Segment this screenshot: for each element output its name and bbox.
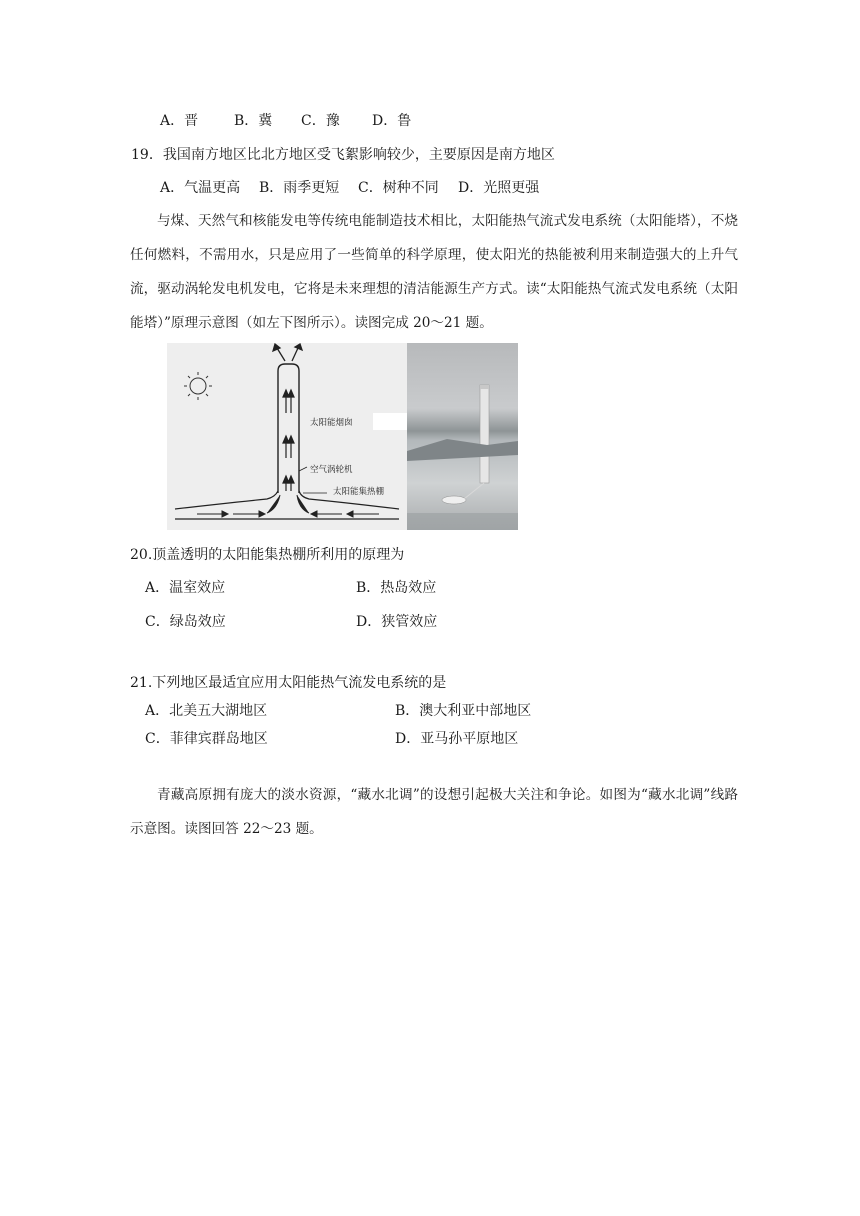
- chimney-drawing: [278, 364, 299, 493]
- q21-option-c: C．菲律宾群岛地区: [145, 731, 268, 747]
- q19-option-d: D．光照更强: [458, 180, 540, 196]
- solar-tower-photo: [407, 343, 518, 530]
- q21-option-b: B．澳大利亚中部地区: [395, 703, 532, 719]
- label-solar-collector: 太阳能集热棚: [333, 487, 385, 497]
- sun-icon: [184, 372, 212, 400]
- q20-stem: 20.顶盖透明的太阳能集热棚所利用的原理为: [130, 547, 405, 563]
- q20-option-c: C．绿岛效应: [145, 614, 226, 630]
- q19-stem: 19．我国南方地区比北方地区受飞絮影响较少，主要原因是南方地区: [131, 147, 555, 163]
- q18-option-a: A．晋: [160, 113, 199, 129]
- q20-option-a: A．温室效应: [145, 580, 226, 596]
- solar-tower-diagram: [167, 343, 407, 530]
- q19-option-b: B．雨季更短: [259, 180, 340, 196]
- label-air-turbine: 空气涡轮机: [310, 465, 353, 475]
- q20-option-b: B．热岛效应: [356, 580, 437, 596]
- q21-option-d: D．亚马孙平原地区: [395, 731, 519, 747]
- q19-option-a: A．气温更高: [160, 180, 241, 196]
- q18-option-c: C．豫: [301, 113, 340, 129]
- label-solar-chimney: 太阳能烟囱: [310, 418, 353, 428]
- q18-option-b: B．冀: [234, 113, 273, 129]
- solar-tower-photo-drawing: [407, 343, 518, 530]
- q21-option-a: A．北美五大湖地区: [145, 703, 268, 719]
- solar-tower-figure: [167, 343, 518, 530]
- q20-option-d: D．狭管效应: [356, 614, 438, 630]
- passage-solar-tower: 与煤、天然气和核能发电等传统电能制造技术相比，太阳能热气流式发电系统（太阳能塔），不烧任何燃料，不需用水，只是应用了一些简单的科学原理，使太阳光的热能被利用来制造强大的上升气流，驱动涡轮发电机发电，它将是未来理想的清洁能源生产方式。读“太阳能热气流式发电系统（太阳能塔）”原理示意图（如左下图所示）。读图完成 20～21 题。: [130, 213, 738, 331]
- q18-option-d: D．鲁: [372, 113, 412, 129]
- q19-option-c: C．树种不同: [358, 180, 439, 196]
- q21-stem: 21.下列地区最适宜应用太阳能热气流发电系统的是: [130, 675, 447, 691]
- solar-tower-diagram-drawing: [167, 343, 407, 530]
- passage-tibet-water: 青藏高原拥有庞大的淡水资源，“藏水北调”的设想引起极大关注和争论。如图为“藏水北调”线路示意图。读图回答 22～23 题。: [130, 787, 738, 837]
